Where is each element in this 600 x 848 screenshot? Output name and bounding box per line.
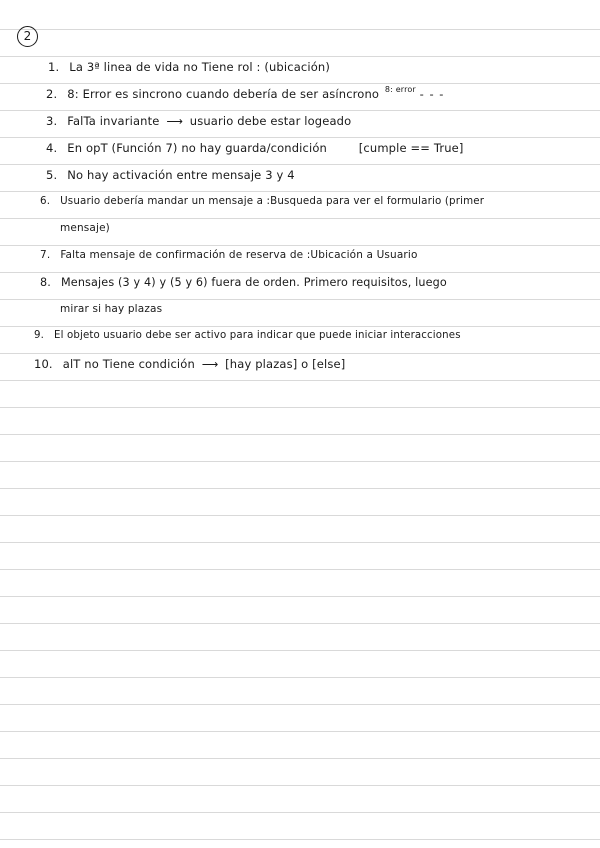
item-number: 3.: [46, 114, 58, 128]
item-number: 7.: [40, 249, 51, 261]
item-number: 2.: [46, 87, 58, 101]
item-text: FalTa invariante: [67, 114, 160, 128]
item-number: 1.: [48, 60, 60, 74]
list-item-5: [46, 168, 295, 182]
item-continuation-text: mirar si hay plazas: [60, 303, 163, 315]
item-number: 4.: [46, 141, 58, 155]
item-text: Mensajes (3 y 4) y (5 y 6) fuera de orden. Primero requisitos, luego: [60, 276, 447, 289]
list-item-8-continuation: [60, 303, 162, 315]
item-number: 10.: [34, 357, 53, 371]
item-text: En opT (Función 7) no hay guarda/condición: [67, 141, 327, 155]
section-number-badge: 2: [17, 26, 38, 47]
item-text: No hay activación entre mensaje 3 y 4: [67, 168, 295, 182]
item-after-text: [cumple == True]: [358, 141, 464, 155]
list-item-3: [46, 114, 351, 128]
item-text: La 3ª linea de vida no Tiene rol : (ubicación): [69, 60, 330, 74]
item-text: alT no Tiene condición: [62, 357, 195, 371]
list-item-9: [34, 330, 461, 341]
list-item-2: [46, 87, 444, 101]
item-number: 6.: [40, 195, 51, 207]
list-item-6: [40, 195, 484, 207]
item-text: Falta mensaje de confirmación de reserva de :Ubicación a Usuario: [60, 249, 418, 261]
arrow-icon: ⟶: [201, 357, 219, 371]
list-item-8: [40, 276, 447, 289]
item-text: Usuario debería mandar un mensaje a :Busqueda para ver el formulario (primer: [60, 195, 485, 207]
list-item-1: [48, 60, 330, 74]
item-number: 8.: [40, 276, 51, 289]
list-item-7: [40, 249, 418, 261]
item-after-text: usuario debe estar logeado: [189, 114, 352, 128]
item-number: 9.: [34, 330, 45, 341]
annotation-dashes: - - -: [419, 87, 445, 101]
item-continuation-text: mensaje): [60, 222, 110, 234]
annotation-note: 8: error: [384, 85, 416, 94]
item-text: 8: Error es sincrono cuando debería de ser asíncrono: [67, 87, 380, 101]
item-number: 5.: [46, 168, 58, 182]
arrow-icon: ⟶: [166, 114, 183, 128]
list-item-6-continuation: [60, 222, 110, 234]
item-after-text: [hay plazas] o [else]: [225, 357, 346, 371]
item-text: El objeto usuario debe ser activo para indicar que puede iniciar interacciones: [54, 330, 461, 341]
list-item-10: [34, 357, 345, 371]
list-item-4: [46, 141, 464, 155]
